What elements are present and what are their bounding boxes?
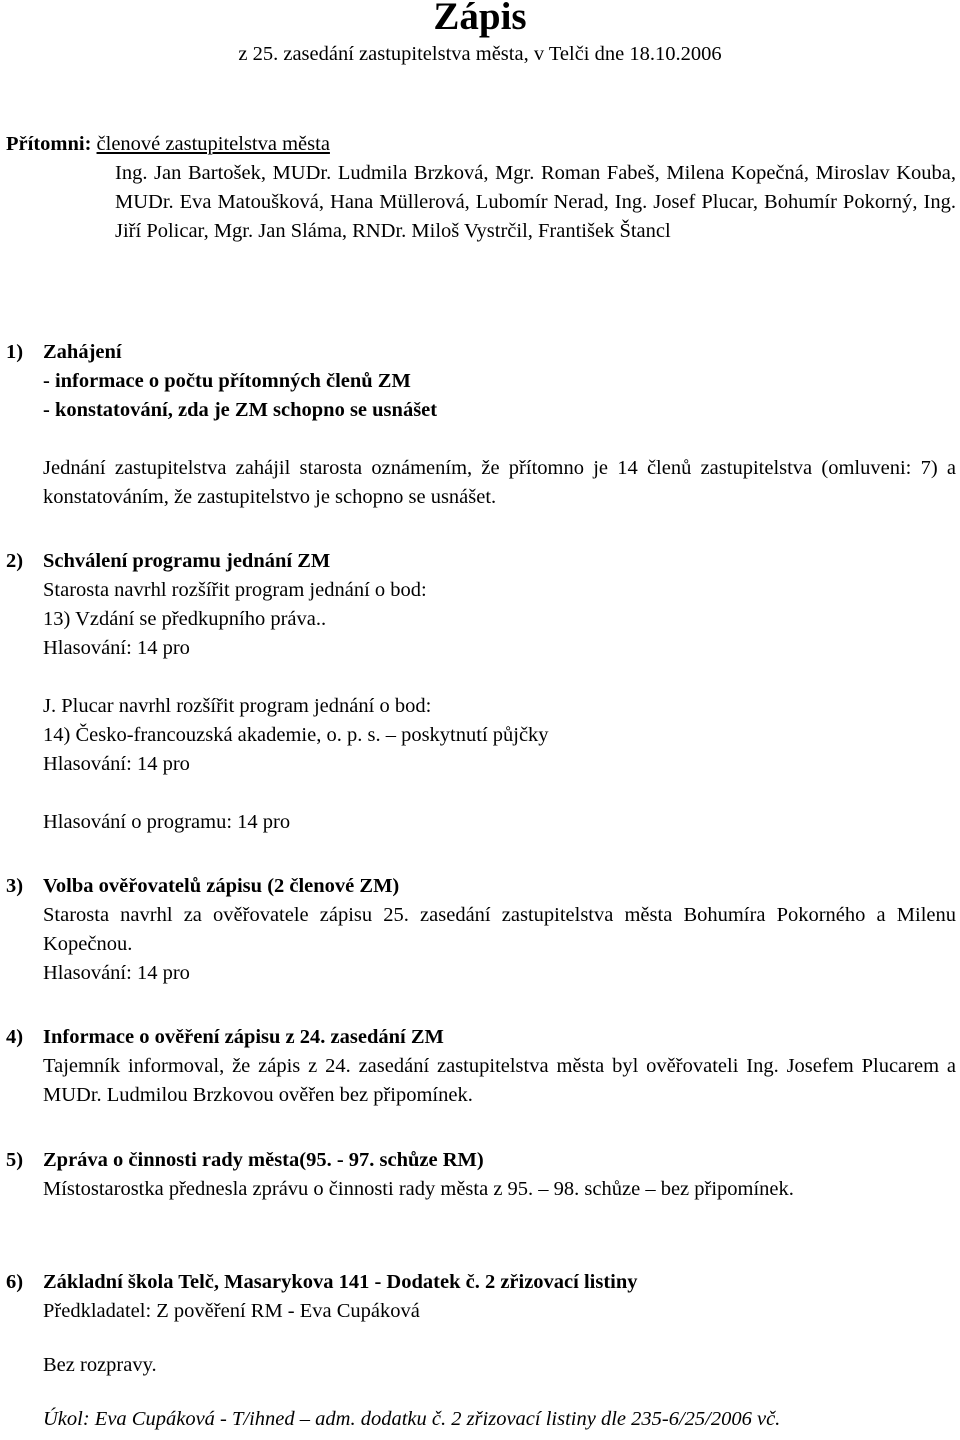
section-text: 14) Česko-francouzská akademie, o. p. s. – poskytnutí půjčky <box>43 724 549 746</box>
section-text: J. Plucar navrhl rozšířit program jednání o bod: <box>43 695 432 717</box>
section-number: 3) <box>6 875 24 897</box>
section-title: Informace o ověření zápisu z 24. zasedání ZM <box>43 1026 444 1048</box>
section-subpoint: - informace o počtu přítomných členů ZM <box>43 370 411 392</box>
section-text: Bez rozpravy. <box>43 1354 157 1376</box>
vote-result: Hlasování: 14 pro <box>43 962 190 984</box>
section-subpoint: - konstatování, zda je ZM schopno se usnášet <box>43 399 438 421</box>
section-number: 6) <box>6 1271 24 1293</box>
section-title: Schválení programu jednání ZM <box>43 550 331 572</box>
task-note: Úkol: Eva Cupáková - T/ihned – adm. dodatku č. 2 zřizovací listiny dle 235-6/25/2006 vč. <box>43 1408 781 1430</box>
section-title: Volba ověřovatelů zápisu (2 členové ZM) <box>43 875 400 897</box>
vote-result: Hlasování: 14 pro <box>43 637 190 659</box>
attendance-label: Přítomni: <box>6 133 92 155</box>
section-number: 2) <box>6 550 24 572</box>
attendance-group: členové zastupitelstva města <box>96 133 330 155</box>
section-title: Zpráva o činnosti rady města(95. - 97. schůze RM) <box>43 1149 484 1171</box>
section-4 <box>6 1023 956 1110</box>
section-2 <box>6 547 956 837</box>
section-number: 4) <box>6 1026 24 1048</box>
section-text: Starosta navrhl rozšířit program jednání o bod: <box>43 579 427 601</box>
section-title: Zahájení <box>43 341 122 363</box>
section-text: Jednání zastupitelstva zahájil starosta oznámením, že přítomno je 14 členů zastupitelstva (omluveni: 7) a konstatováním, že zastupitelstvo je schopno se usnášet. <box>43 457 956 508</box>
section-text: 13) Vzdání se předkupního práva.. <box>43 608 327 630</box>
section-presenter: Předkladatel: Z pověření RM - Eva Cupáková <box>43 1300 420 1322</box>
section-text: Místostarostka přednesla zprávu o činnosti rady města z 95. – 98. schůze – bez připomínek. <box>43 1178 794 1200</box>
section-title: Základní škola Telč, Masarykova 141 - Dodatek č. 2 zřizovací listiny <box>43 1271 638 1293</box>
section-5 <box>6 1146 956 1204</box>
section-text: Tajemník informoval, že zápis z 24. zasedání zastupitelstva města byl ověřovateli Ing. Josefem Plucarem a MUDr. Ludmilou Brzkovou ověřen bez připomínek. <box>43 1055 956 1106</box>
document-title: Zápis <box>433 0 527 38</box>
vote-result: Hlasování: 14 pro <box>43 753 190 775</box>
vote-result: Hlasování o programu: 14 pro <box>43 811 291 833</box>
section-6 <box>6 1268 956 1434</box>
document-subtitle: z 25. zasedání zastupitelstva města, v Telči dne 18.10.2006 <box>238 43 722 65</box>
attendance-block <box>6 130 956 246</box>
section-number: 5) <box>6 1149 24 1171</box>
section-number: 1) <box>6 341 24 363</box>
section-text: Starosta navrhl za ověřovatele zápisu 25. zasedání zastupitelstva města Bohumíra Pokorného a Milenu Kopečnou. <box>43 904 956 955</box>
section-3 <box>6 872 956 988</box>
attendance-names: Ing. Jan Bartošek, MUDr. Ludmila Brzková, Mgr. Roman Fabeš, Milena Kopečná, Miroslav Kouba, MUDr. Eva Matoušková, Hana Müllerová, Lubomír Nerad, Ing. Josef Plucar, Bohumír Pokorný, Ing. Jiří Policar, Mgr. Jan Sláma, RNDr. Miloš Vystrčil, František Štancl <box>115 162 956 242</box>
section-1 <box>6 338 956 512</box>
